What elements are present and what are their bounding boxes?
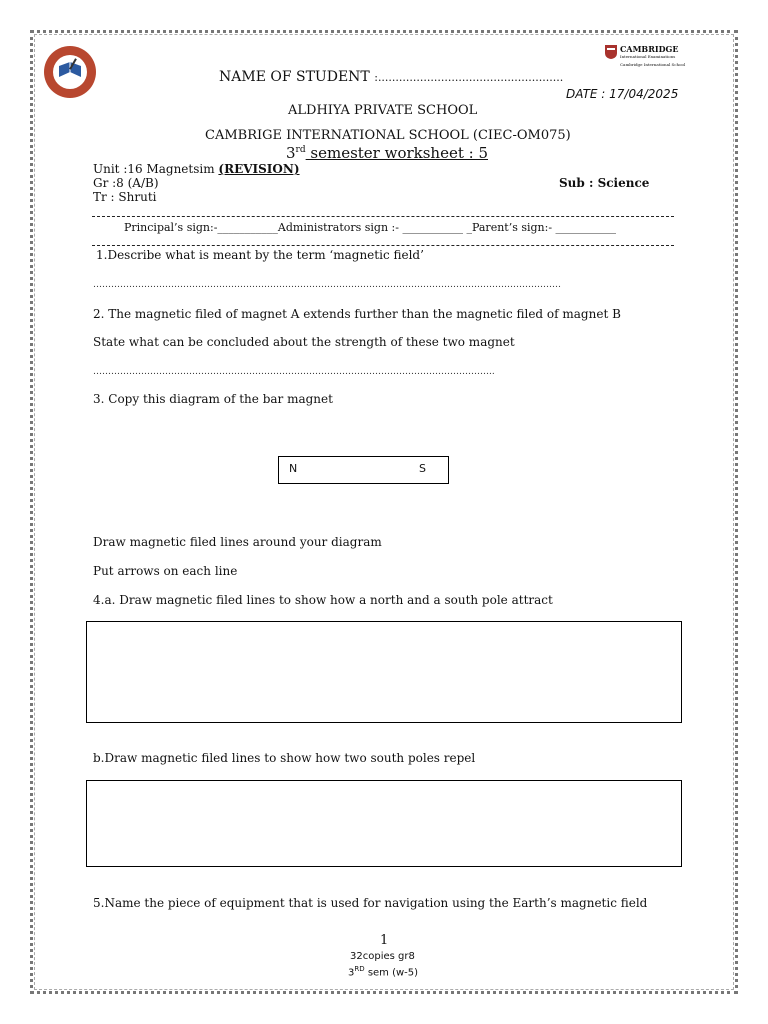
question-2-answer-dots: …………………………………………………………………………………………………………………….. [93, 367, 495, 377]
semester-number: 3 [348, 967, 355, 979]
cambridge-logo-title: CAMBRIDGE [620, 44, 679, 54]
worksheet-number: 3 [286, 144, 296, 162]
question-3: 3. Copy this diagram of the bar magnet [93, 392, 333, 406]
bar-magnet-diagram [278, 456, 449, 484]
unit-line [93, 162, 300, 176]
worksheet-date: DATE : 17/04/2025 [566, 87, 679, 101]
worksheet-rest: semester worksheet : 5 [305, 144, 489, 162]
magnet-north-label: N [289, 462, 298, 475]
question-2-part-b: State what can be concluded about the strength of these two magnet [93, 335, 515, 349]
worksheet-sup: rd [295, 145, 306, 155]
page-number: 1 [380, 933, 389, 948]
semester-sup: RD [354, 965, 365, 973]
school-name: ALDHIYA PRIVATE SCHOOL [288, 103, 478, 118]
question-4b: b.Draw magnetic filed lines to show how two south poles repel [93, 751, 476, 765]
worksheet-title [286, 144, 488, 162]
cambridge-logo-sub: International Examinations [620, 54, 676, 59]
question-3-instruction-2: Put arrows on each line [93, 564, 238, 578]
teacher-line: Tr : Shruti [93, 190, 157, 204]
unit-text: Unit :16 Magnetsim [93, 162, 219, 176]
grade-line: Gr :8 (A/B) [93, 176, 159, 190]
question-2: 2. The magnetic filed of magnet A extends further than the magnetic filed of magnet B [93, 307, 621, 321]
divider-top [92, 216, 674, 217]
question-1-answer-dots: ………………………………………………………………………………………………………………………………………… [93, 280, 561, 290]
semester-rest: sem (w-5) [364, 967, 419, 979]
signatures-line: Principal’s sign:-___________Administrators sign :- ___________ _Parent’s sign:- ___________ [124, 221, 617, 234]
revision-tag: (REVISION) [218, 162, 300, 176]
question-5: 5.Name the piece of equipment that is used for navigation using the Earth’s magnetic field [93, 896, 648, 910]
name-blank: :..................................................... [374, 71, 564, 84]
cambridge-logo [604, 44, 686, 74]
subject-line: Sub : Science [559, 176, 650, 190]
cambridge-logo-sub2: Cambridge International School [620, 62, 686, 67]
school-name-2: CAMBRIGE INTERNATIONAL SCHOOL (CIEC-OM075) [205, 128, 571, 143]
school-logo [42, 44, 98, 100]
semester-note [348, 965, 418, 978]
question-4a: 4.a. Draw magnetic filed lines to show how a north and a south pole attract [93, 593, 553, 607]
magnet-south-label: S [419, 462, 426, 475]
copies-note: 32copies gr8 [350, 951, 415, 962]
name-label: NAME OF STUDENT [219, 69, 370, 85]
question-3-instruction-1: Draw magnetic filed lines around your diagram [93, 535, 382, 549]
answer-box-4a[interactable] [86, 621, 682, 723]
answer-box-4b[interactable] [86, 780, 682, 867]
divider-bottom [92, 245, 674, 246]
name-of-student [219, 69, 563, 85]
question-1: 1.Describe what is meant by the term ‘magnetic field’ [96, 248, 424, 262]
